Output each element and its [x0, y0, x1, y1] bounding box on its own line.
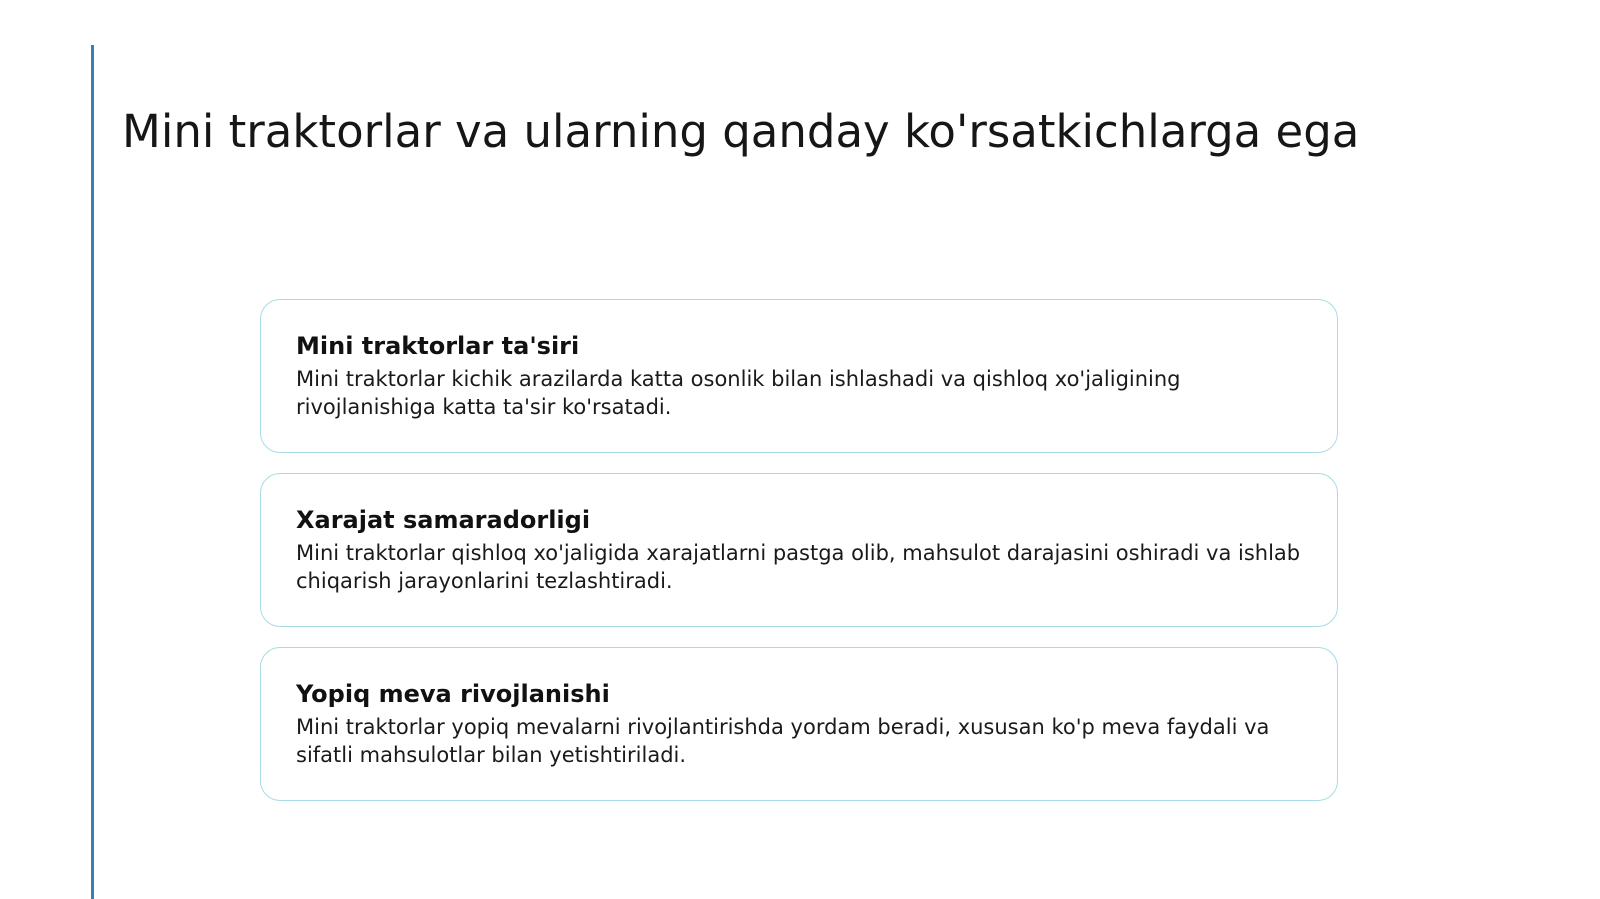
slide-title: Mini traktorlar va ularning qanday ko'rsatkichlarga ega: [122, 105, 1360, 158]
card-heading: Xarajat samaradorligi: [296, 506, 591, 534]
accent-bar: [91, 45, 94, 899]
card-heading: Mini traktorlar ta'siri: [296, 332, 580, 360]
card-fruit-development: [260, 647, 1338, 801]
card-impact: [260, 299, 1338, 453]
card-cost-efficiency: [260, 473, 1338, 627]
card-text: Mini traktorlar yopiq mevalarni rivojlantirishda yordam beradi, xususan ko'p meva faydali va sifatli mahsulotlar bilan yetishtiriladi.: [296, 715, 1270, 767]
card-text: Mini traktorlar qishloq xo'jaligida xarajatlarni pastga olib, mahsulot darajasini oshiradi va ishlab chiqarish jarayonlarini tezlashtiradi.: [296, 541, 1301, 593]
card-heading: Yopiq meva rivojlanishi: [296, 680, 610, 708]
card-text: Mini traktorlar kichik arazilarda katta osonlik bilan ishlashadi va qishloq xo'jaligining rivojlanishiga katta ta'sir ko'rsatadi.: [296, 367, 1181, 419]
